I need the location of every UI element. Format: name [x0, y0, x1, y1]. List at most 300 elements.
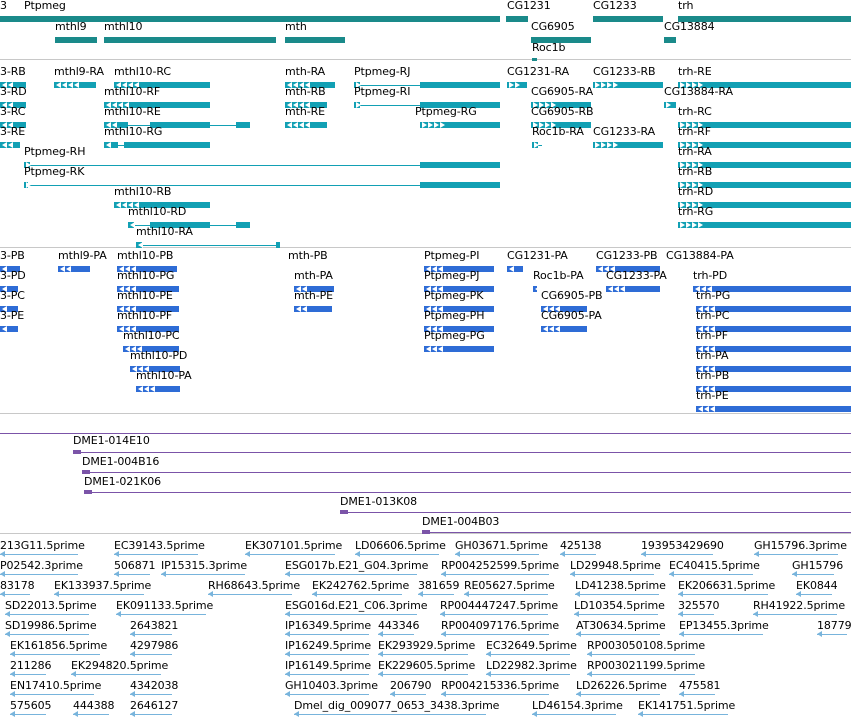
protein-label[interactable]: CG6905-PB: [541, 289, 603, 302]
est-label[interactable]: 206790: [390, 679, 432, 692]
strand-arrow: [434, 122, 439, 128]
strand-arrow: [293, 122, 298, 128]
strand-arrow: [598, 266, 603, 272]
strand-arrow: [620, 286, 625, 292]
est-label[interactable]: EK141751.5prime: [638, 699, 736, 712]
intron-line: [10, 654, 100, 655]
protein-label[interactable]: mth-PA: [294, 269, 333, 282]
est-label[interactable]: LD10354.5prime: [574, 599, 665, 612]
intron-line: [136, 245, 280, 246]
track-separator: [0, 59, 851, 60]
intron-line: [669, 574, 753, 575]
intron-line: [378, 634, 414, 635]
intron-line: [82, 472, 851, 473]
strand-arrow: [509, 266, 514, 272]
intron-line: [560, 554, 596, 555]
strand-arrow: [534, 142, 539, 148]
gene-label[interactable]: Ptpmeg: [24, 0, 66, 12]
protein-label[interactable]: Ptpmeg-PI: [424, 249, 480, 262]
protein-label[interactable]: 3-PE: [0, 309, 25, 322]
intron-line: [285, 574, 417, 575]
intron-line: [130, 694, 172, 695]
strand-arrow: [296, 306, 301, 312]
protein-label[interactable]: mth-PB: [288, 249, 328, 262]
transcript-label[interactable]: Ptpmeg-RK: [24, 165, 85, 178]
exon-block[interactable]: [124, 142, 210, 148]
est-label[interactable]: 325570: [678, 599, 720, 612]
est-label[interactable]: 193953429690: [641, 539, 724, 552]
est-label[interactable]: EK206631.5prime: [678, 579, 776, 592]
transcript-label[interactable]: Ptpmeg-RI: [354, 85, 411, 98]
intron-line: [754, 554, 838, 555]
strand-arrow: [130, 222, 135, 228]
strand-arrow: [601, 82, 606, 88]
exon-block[interactable]: [276, 242, 280, 248]
strand-arrow: [440, 122, 445, 128]
strand-arrow: [698, 406, 703, 412]
est-label[interactable]: 83178: [0, 579, 35, 592]
clone-label[interactable]: DME1-021K06: [84, 475, 161, 488]
intron-line: [285, 694, 369, 695]
strand-arrow: [56, 82, 61, 88]
strand-arrow: [601, 142, 606, 148]
strand-arrow: [138, 386, 143, 392]
transcript-label[interactable]: trh-RC: [678, 105, 712, 118]
est-label[interactable]: LD29948.5prime: [570, 559, 661, 572]
est-label[interactable]: 4297986: [130, 639, 179, 652]
intron-line: [285, 634, 369, 635]
est-label[interactable]: 443346: [378, 619, 420, 632]
est-label[interactable]: 444388: [73, 699, 115, 712]
protein-label[interactable]: mthl10-PE: [117, 289, 173, 302]
est-label[interactable]: EC39143.5prime: [114, 539, 205, 552]
intron-line: [130, 654, 172, 655]
protein-label[interactable]: Ptpmeg-PG: [424, 329, 485, 342]
intron-line: [532, 714, 616, 715]
strand-arrow: [287, 122, 292, 128]
protein-label[interactable]: trh-PE: [696, 389, 729, 402]
gene-bar[interactable]: [532, 58, 537, 61]
intron-line: [441, 694, 549, 695]
est-label[interactable]: 4342038: [130, 679, 179, 692]
intron-line: [0, 574, 78, 575]
intron-line: [71, 674, 161, 675]
intron-line: [130, 714, 172, 715]
transcript-label[interactable]: CG1233-RB: [593, 65, 656, 78]
est-label[interactable]: IP16149.5prime: [285, 659, 372, 672]
gene-label[interactable]: 3: [0, 0, 7, 12]
intron-line: [116, 614, 206, 615]
intron-line: [312, 594, 402, 595]
track-separator: [0, 247, 851, 248]
transcript-label[interactable]: CG13884-RA: [664, 85, 733, 98]
est-label[interactable]: GH15796: [792, 559, 844, 572]
exon-block[interactable]: [420, 182, 500, 188]
strand-arrow: [299, 122, 304, 128]
protein-label[interactable]: CG1233-PB: [596, 249, 658, 262]
strand-arrow: [680, 222, 685, 228]
intron-line: [73, 714, 109, 715]
gene-bar[interactable]: [593, 16, 663, 22]
cds-block[interactable]: [696, 406, 851, 412]
clone-end[interactable]: [84, 490, 92, 494]
intron-line: [796, 594, 832, 595]
intron-line: [0, 554, 78, 555]
transcript-label[interactable]: trh-RF: [678, 125, 711, 138]
intron-line: [486, 654, 570, 655]
intron-line: [54, 594, 144, 595]
strand-arrow: [60, 266, 65, 272]
strand-arrow: [666, 102, 671, 108]
transcript-label[interactable]: 3-RE: [0, 125, 26, 138]
intron-line: [208, 594, 292, 595]
transcript-label[interactable]: CG6905-RB: [531, 105, 594, 118]
intron-line: [378, 674, 468, 675]
protein-label[interactable]: mthl10-PC: [123, 329, 180, 342]
est-label[interactable]: 506871: [114, 559, 156, 572]
transcript-label[interactable]: Ptpmeg-RH: [24, 145, 86, 158]
protein-label[interactable]: Ptpmeg-PK: [424, 289, 484, 302]
intron-line: [587, 654, 695, 655]
intron-line: [678, 614, 714, 615]
est-label[interactable]: LD46154.3prime: [532, 699, 623, 712]
strand-arrow: [422, 122, 427, 128]
intron-line: [378, 654, 468, 655]
protein-label[interactable]: CG6905-PA: [541, 309, 602, 322]
est-label[interactable]: ESG016d.E21_C06.3prime: [285, 599, 428, 612]
exon-block[interactable]: [420, 162, 500, 168]
transcript-label[interactable]: Ptpmeg-RG: [415, 105, 477, 118]
est-label[interactable]: EC40415.5prime: [669, 559, 760, 572]
transcript-label[interactable]: mthl10-RD: [128, 205, 187, 218]
intron-line: [641, 554, 713, 555]
intron-line: [679, 634, 763, 635]
est-label[interactable]: LD41238.5prime: [575, 579, 666, 592]
protein-label[interactable]: trh-PD: [693, 269, 728, 282]
intron-line: [5, 634, 89, 635]
est-label[interactable]: P02542.3prime: [0, 559, 83, 572]
protein-label[interactable]: CG1231-PA: [507, 249, 568, 262]
strand-arrow: [68, 82, 73, 88]
est-label[interactable]: EK307101.5prime: [245, 539, 343, 552]
est-label[interactable]: GH15796.3prime: [754, 539, 847, 552]
intron-line: [574, 614, 658, 615]
est-label[interactable]: RP003050108.5prime: [587, 639, 706, 652]
strand-arrow: [150, 386, 155, 392]
est-label[interactable]: EK161856.5prime: [10, 639, 108, 652]
exon-block[interactable]: [420, 82, 500, 88]
protein-label[interactable]: trh-PF: [696, 329, 728, 342]
transcript-label[interactable]: mthl10-RE: [104, 105, 161, 118]
strand-arrow: [26, 182, 31, 188]
est-label[interactable]: 2646127: [130, 699, 179, 712]
transcript-label[interactable]: mth-RA: [285, 65, 326, 78]
transcript-label[interactable]: Ptpmeg-RJ: [354, 65, 411, 78]
strand-arrow: [595, 142, 600, 148]
est-label[interactable]: IP16349.5prime: [285, 619, 372, 632]
strand-arrow: [607, 82, 612, 88]
transcript-label[interactable]: Roc1b-RA: [532, 125, 584, 138]
clone-label[interactable]: DME1-004B03: [422, 515, 500, 528]
clone-label[interactable]: DME1-013K08: [340, 495, 417, 508]
intron-line: [355, 554, 439, 555]
est-label[interactable]: EK091133.5prime: [116, 599, 214, 612]
intron-line: [130, 634, 172, 635]
transcript-label[interactable]: mthl10-RF: [104, 85, 161, 98]
clone-end[interactable]: [73, 450, 81, 454]
intron-line: [464, 594, 548, 595]
gene-label[interactable]: CG13884: [664, 20, 715, 33]
strand-arrow: [144, 386, 149, 392]
protein-label[interactable]: mthl10-PB: [117, 249, 174, 262]
protein-label[interactable]: CG1233-PA: [606, 269, 667, 282]
strand-arrow: [535, 286, 540, 292]
transcript-label[interactable]: trh-RA: [678, 145, 712, 158]
protein-label[interactable]: Roc1b-PA: [533, 269, 584, 282]
est-label[interactable]: 425138: [560, 539, 602, 552]
gene-bar[interactable]: [55, 37, 97, 43]
intron-line: [10, 674, 46, 675]
gene-label[interactable]: CG1233: [593, 0, 637, 12]
est-label[interactable]: 211286: [10, 659, 52, 672]
est-label[interactable]: 2643821: [130, 619, 179, 632]
strand-arrow: [704, 406, 709, 412]
protein-label[interactable]: trh-PG: [696, 289, 731, 302]
intron-line: [422, 532, 851, 533]
strand-arrow: [686, 222, 691, 228]
transcript-label[interactable]: trh-RG: [678, 205, 714, 218]
strand-arrow: [698, 222, 703, 228]
strand-arrow: [509, 82, 514, 88]
protein-label[interactable]: mth-PE: [294, 289, 333, 302]
strand-arrow: [428, 122, 433, 128]
transcript-label[interactable]: 3-RD: [0, 85, 27, 98]
strand-arrow: [62, 82, 67, 88]
intron-line: [285, 674, 369, 675]
est-label[interactable]: RP004215336.5prime: [441, 679, 560, 692]
intron-line: [10, 694, 94, 695]
gene-label[interactable]: trh: [678, 0, 694, 12]
gene-bar[interactable]: [506, 16, 528, 22]
intron-line: [285, 654, 369, 655]
clone-end[interactable]: [340, 510, 348, 514]
protein-label[interactable]: mthl10-PF: [117, 309, 173, 322]
protein-label[interactable]: 3-PB: [0, 249, 25, 262]
est-label[interactable]: RP003021199.5prime: [587, 659, 706, 672]
est-label[interactable]: EP13455.3prime: [679, 619, 769, 632]
strand-arrow: [122, 202, 127, 208]
transcript-label[interactable]: CG6905-RA: [531, 85, 593, 98]
strand-arrow: [426, 346, 431, 352]
est-label[interactable]: SD22013.5prime: [5, 599, 97, 612]
est-label[interactable]: GH10403.3prime: [285, 679, 378, 692]
gene-bar[interactable]: [104, 37, 276, 43]
transcript-label[interactable]: 3-RC: [0, 105, 26, 118]
est-label[interactable]: EK294820.5prime: [71, 659, 169, 672]
est-label[interactable]: 475581: [679, 679, 721, 692]
strand-arrow: [302, 306, 307, 312]
protein-label[interactable]: mthl10-PA: [136, 369, 192, 382]
intron-line: [245, 554, 335, 555]
transcript-label[interactable]: mthl10-RG: [104, 125, 163, 138]
strand-arrow: [595, 82, 600, 88]
intron-line: [294, 714, 486, 715]
intron-line: [285, 614, 417, 615]
intron-line: [587, 674, 695, 675]
strand-arrow: [66, 266, 71, 272]
protein-label[interactable]: trh-PB: [696, 369, 730, 382]
transcript-label[interactable]: mth-RB: [285, 85, 326, 98]
est-label[interactable]: 18779: [817, 619, 851, 632]
strand-arrow: [8, 142, 13, 148]
transcript-label[interactable]: mthl10-RC: [114, 65, 171, 78]
protein-label[interactable]: 3-PC: [0, 289, 25, 302]
clone-label[interactable]: DME1-014E10: [73, 434, 150, 447]
transcript-label[interactable]: CG1233-RA: [593, 125, 655, 138]
gene-label[interactable]: Roc1b: [532, 41, 566, 54]
est-label[interactable]: 381659: [418, 579, 460, 592]
transcript-label[interactable]: mthl10-RA: [136, 225, 193, 238]
intron-line: [418, 594, 454, 595]
gene-label[interactable]: mth: [285, 20, 307, 33]
protein-label[interactable]: 3-PD: [0, 269, 26, 282]
protein-label[interactable]: trh-PA: [696, 349, 729, 362]
transcript-label[interactable]: trh-RB: [678, 165, 713, 178]
intron-line: [455, 554, 539, 555]
est-label[interactable]: Dmel_dig_009077_0653_3438.3prime: [294, 699, 500, 712]
intron-line: [486, 674, 570, 675]
est-label[interactable]: EK242762.5prime: [312, 579, 410, 592]
strand-arrow: [2, 326, 7, 332]
est-label[interactable]: EK133937.5prime: [54, 579, 152, 592]
protein-label[interactable]: trh-PC: [696, 309, 730, 322]
est-label[interactable]: SD19986.5prime: [5, 619, 97, 632]
gene-bar[interactable]: [664, 37, 676, 43]
est-label[interactable]: ESG017b.E21_G04.3prime: [285, 559, 429, 572]
gene-label[interactable]: CG1231: [507, 0, 551, 12]
intron-line: [114, 574, 150, 575]
intron-line: [792, 574, 834, 575]
strand-arrow: [356, 102, 361, 108]
est-label[interactable]: LD22982.3prime: [486, 659, 577, 672]
clone-label[interactable]: DME1-004B16: [82, 455, 160, 468]
est-label[interactable]: LD06606.5prime: [355, 539, 446, 552]
intron-line: [753, 614, 837, 615]
transcript-label[interactable]: trh-RE: [678, 65, 712, 78]
intron-line: [678, 594, 768, 595]
intron-line: [10, 714, 46, 715]
strand-arrow: [549, 326, 554, 332]
est-label[interactable]: RP004252599.5prime: [441, 559, 560, 572]
est-label[interactable]: IP16249.5prime: [285, 639, 372, 652]
protein-label[interactable]: CG13884-PA: [666, 249, 734, 262]
transcript-label[interactable]: 3-RB: [0, 65, 26, 78]
clone-end[interactable]: [82, 470, 90, 474]
intron-line: [575, 594, 659, 595]
protein-label[interactable]: Ptpmeg-PJ: [424, 269, 480, 282]
exon-block[interactable]: [678, 222, 851, 228]
intron-line: [570, 574, 654, 575]
est-label[interactable]: EK293929.5prime: [378, 639, 476, 652]
protein-label[interactable]: mthl10-PD: [130, 349, 188, 362]
clone-end[interactable]: [422, 530, 430, 534]
est-label[interactable]: EN17410.5prime: [10, 679, 102, 692]
intron-line: [440, 614, 548, 615]
gene-label[interactable]: mthl9: [55, 20, 87, 33]
strand-arrow: [555, 326, 560, 332]
transcript-label[interactable]: trh-RD: [678, 185, 714, 198]
est-label[interactable]: 213G11.5prime: [0, 539, 85, 552]
protein-label[interactable]: mthl10-PG: [117, 269, 175, 282]
exon-block[interactable]: [236, 122, 250, 128]
transcript-label[interactable]: mthl9-RA: [54, 65, 104, 78]
est-label[interactable]: EC32649.5prime: [486, 639, 577, 652]
gene-label[interactable]: CG6905: [531, 20, 575, 33]
est-label[interactable]: GH03671.5prime: [455, 539, 548, 552]
intron-line: [441, 574, 549, 575]
intron-line: [5, 614, 89, 615]
intron-line: [638, 714, 728, 715]
intron-line: [679, 694, 715, 695]
est-label[interactable]: IP15315.3prime: [161, 559, 248, 572]
intron-line: [84, 492, 851, 493]
strand-arrow: [74, 82, 79, 88]
transcript-label[interactable]: mthl10-RB: [114, 185, 172, 198]
intron-line: [340, 512, 851, 513]
est-label[interactable]: RP004097176.5prime: [441, 619, 560, 632]
gene-bar[interactable]: [285, 37, 345, 43]
strand-arrow: [613, 142, 618, 148]
strand-arrow: [116, 202, 121, 208]
strand-arrow: [138, 242, 143, 248]
strand-arrow: [543, 326, 548, 332]
strand-arrow: [432, 346, 437, 352]
est-label[interactable]: LD26226.5prime: [576, 679, 667, 692]
strand-arrow: [305, 122, 310, 128]
protein-label[interactable]: Ptpmeg-PH: [424, 309, 485, 322]
strand-arrow: [710, 406, 715, 412]
est-label[interactable]: AT30634.5prime: [576, 619, 666, 632]
est-label[interactable]: RP004447247.5prime: [440, 599, 559, 612]
est-label[interactable]: EK0844: [796, 579, 838, 592]
protein-label[interactable]: mthl9-PA: [58, 249, 107, 262]
intron-line: [576, 694, 660, 695]
intron-line: [114, 554, 198, 555]
intron-line: [576, 634, 660, 635]
strand-arrow: [613, 82, 618, 88]
strand-arrow: [106, 142, 111, 148]
strand-arrow: [692, 222, 697, 228]
intron-line: [161, 574, 245, 575]
est-label[interactable]: RH41922.5prime: [753, 599, 846, 612]
strand-arrow: [608, 286, 613, 292]
intron-line: [73, 452, 851, 453]
strand-arrow: [515, 82, 520, 88]
est-label[interactable]: EK229605.5prime: [378, 659, 476, 672]
strand-arrow: [614, 286, 619, 292]
track-separator: [0, 413, 851, 414]
intron-line: [390, 694, 426, 695]
est-label[interactable]: 575605: [10, 699, 52, 712]
transcript-label[interactable]: CG1231-RA: [507, 65, 569, 78]
exon-block[interactable]: [236, 222, 250, 228]
est-label[interactable]: RE05627.5prime: [464, 579, 555, 592]
gene-label[interactable]: mthl10: [104, 20, 143, 33]
strand-arrow: [438, 346, 443, 352]
transcript-label[interactable]: mth-RE: [285, 105, 325, 118]
intron-line: [441, 634, 549, 635]
est-label[interactable]: RH68643.5prime: [208, 579, 301, 592]
